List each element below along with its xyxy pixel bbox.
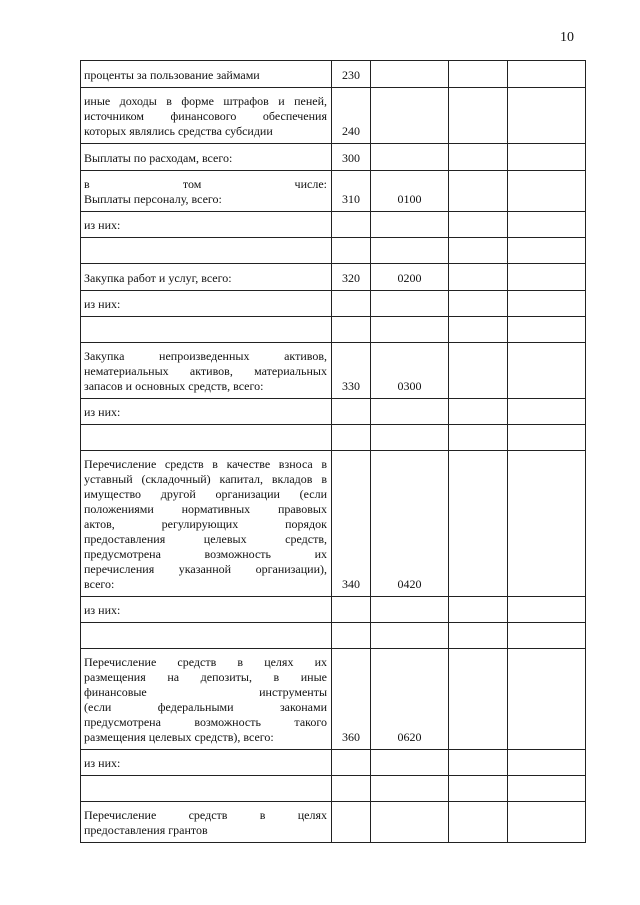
row-code-text (332, 312, 370, 316)
row-name-line: (если федеральными законами (84, 700, 327, 714)
row-value-cell (508, 238, 586, 264)
row-code-text (332, 771, 370, 775)
row-kosgu-text (371, 838, 448, 842)
row-name-text (81, 641, 331, 648)
row-kosgu-cell (371, 750, 449, 776)
table-row (81, 264, 586, 291)
row-kosgu-cell (371, 144, 449, 171)
row-value-cell (508, 212, 586, 238)
table-body (81, 61, 586, 843)
row-code-cell (332, 649, 371, 750)
row-name-line: имущество другой организации (если (84, 487, 327, 501)
row-value-cell (449, 623, 508, 649)
row-code-text (332, 259, 370, 263)
row-kosgu-text (371, 312, 448, 316)
row-kosgu-cell (371, 802, 449, 843)
row-name-line: финансовые инструменты (84, 685, 327, 699)
row-value-cell (508, 343, 586, 399)
row-name-line: в том числе: (84, 177, 327, 191)
table-row (81, 750, 586, 776)
table-row (81, 317, 586, 343)
row-value-cell (508, 802, 586, 843)
row-name-cell (81, 238, 332, 264)
row-name-line: положениями нормативных правовых (84, 502, 327, 516)
row-name-line: всего: (84, 577, 115, 591)
row-name-cell (81, 425, 332, 451)
row-name-text (81, 294, 331, 316)
row-value-cell (508, 171, 586, 212)
row-name-line: размещения целевых средств), всего: (84, 730, 274, 744)
row-name-cell (81, 171, 332, 212)
row-name-cell (81, 88, 332, 144)
row-kosgu-text (371, 420, 448, 424)
row-name-line: Закупка работ и услуг, всего: (84, 271, 232, 285)
row-code-text (332, 446, 370, 450)
row-kosgu-text (371, 618, 448, 622)
row-name-line: размещения на депозиты, в иные (84, 670, 327, 684)
row-value-cell (508, 291, 586, 317)
table-row (81, 597, 586, 623)
row-value-cell (508, 61, 586, 88)
row-name-cell (81, 144, 332, 171)
row-name-line: из них: (84, 218, 121, 232)
row-name-text (81, 443, 331, 450)
row-code-text: 240 (342, 124, 360, 138)
row-name-text (81, 65, 331, 87)
row-code-text: 230 (342, 68, 360, 82)
row-kosgu-cell (371, 399, 449, 425)
row-name-line: предоставления целевых средств, (84, 532, 327, 546)
row-kosgu-text (371, 644, 448, 648)
row-name-line: запасов и основных средств, всего: (84, 379, 264, 393)
table-row (81, 776, 586, 802)
row-value-cell (508, 649, 586, 750)
row-name-cell (81, 750, 332, 776)
row-value-cell (449, 776, 508, 802)
table-row (81, 61, 586, 88)
row-kosgu-text (371, 446, 448, 450)
row-name-line: предоставления грантов (84, 823, 208, 837)
row-kosgu-cell (371, 291, 449, 317)
table-row (81, 144, 586, 171)
row-kosgu-text (371, 259, 448, 263)
row-code-cell (332, 144, 371, 171)
row-value-cell (508, 451, 586, 597)
row-name-line: предусмотрена возможность их (84, 547, 327, 561)
row-value-cell (508, 623, 586, 649)
row-value-cell (449, 238, 508, 264)
row-code-cell (332, 171, 371, 212)
row-code-cell (332, 343, 371, 399)
row-value-cell (508, 597, 586, 623)
row-kosgu-text: 0620 (397, 730, 422, 744)
table-row (81, 171, 586, 212)
row-name-line: из них: (84, 756, 121, 770)
row-name-text (81, 256, 331, 263)
row-name-line: Перечисление средств в целях их (84, 655, 327, 669)
row-name-line: предусмотрена возможность такого (84, 715, 327, 729)
row-value-cell (449, 61, 508, 88)
table-row (81, 88, 586, 144)
row-name-line: нематериальных активов, материальных (84, 364, 327, 378)
row-code-text (332, 618, 370, 622)
row-kosgu-text: 0420 (397, 577, 422, 591)
row-value-cell (449, 144, 508, 171)
row-code-text (332, 838, 370, 842)
row-kosgu-text (371, 338, 448, 342)
row-value-cell (508, 776, 586, 802)
row-code-cell (332, 802, 371, 843)
row-name-line: Выплаты по расходам, всего: (84, 151, 233, 165)
row-kosgu-text (371, 166, 448, 170)
row-name-text (81, 148, 331, 170)
row-code-cell (332, 88, 371, 144)
row-code-cell (332, 317, 371, 343)
row-name-line: иные доходы в форме штрафов и пеней, (84, 94, 327, 108)
table-row (81, 425, 586, 451)
table-row (81, 802, 586, 843)
row-kosgu-cell (371, 343, 449, 399)
row-value-cell (449, 451, 508, 597)
row-code-cell (332, 425, 371, 451)
page-number: 10 (560, 30, 574, 45)
row-code-cell (332, 291, 371, 317)
row-kosgu-cell (371, 88, 449, 144)
row-code-text (332, 644, 370, 648)
row-value-cell (449, 264, 508, 291)
row-kosgu-cell (371, 425, 449, 451)
row-code-cell (332, 623, 371, 649)
row-name-cell (81, 776, 332, 802)
row-code-text (332, 233, 370, 237)
row-name-text (81, 402, 331, 424)
row-code-text: 320 (342, 271, 360, 285)
row-kosgu-cell (371, 171, 449, 212)
row-value-cell (449, 802, 508, 843)
row-name-text (81, 805, 331, 842)
table-row (81, 238, 586, 264)
row-code-cell (332, 238, 371, 264)
row-kosgu-text: 0200 (397, 271, 422, 285)
row-name-cell (81, 264, 332, 291)
row-name-line: которых являлись средства субсидии (84, 124, 273, 138)
row-kosgu-cell (371, 649, 449, 750)
row-kosgu-text (371, 139, 448, 143)
row-value-cell (449, 88, 508, 144)
row-value-cell (449, 750, 508, 776)
row-value-cell (449, 343, 508, 399)
row-value-cell (508, 264, 586, 291)
row-value-cell (449, 212, 508, 238)
row-kosgu-cell (371, 776, 449, 802)
row-name-line: из них: (84, 405, 121, 419)
row-name-text (81, 215, 331, 237)
row-name-cell (81, 649, 332, 750)
row-kosgu-cell (371, 597, 449, 623)
row-kosgu-text (371, 233, 448, 237)
row-code-cell (332, 750, 371, 776)
row-name-cell (81, 212, 332, 238)
row-kosgu-cell (371, 317, 449, 343)
row-code-text: 300 (342, 151, 360, 165)
row-name-text (81, 268, 331, 290)
row-code-text: 340 (342, 577, 360, 591)
row-value-cell (508, 399, 586, 425)
row-name-line: уставный (складочный) капитал, вкладов в (84, 472, 327, 486)
row-kosgu-cell (371, 238, 449, 264)
row-code-cell (332, 776, 371, 802)
row-kosgu-text (371, 797, 448, 801)
row-name-cell (81, 343, 332, 399)
row-name-text (81, 652, 331, 749)
financial-plan-table (80, 60, 586, 843)
row-code-text: 310 (342, 192, 360, 206)
row-code-text (332, 797, 370, 801)
row-kosgu-cell (371, 264, 449, 291)
row-name-line: Перечисление средств в качестве взноса в (84, 457, 327, 471)
row-kosgu-text (371, 771, 448, 775)
row-code-text (332, 420, 370, 424)
row-name-text (81, 174, 331, 211)
row-code-cell (332, 61, 371, 88)
row-value-cell (449, 425, 508, 451)
row-name-line: перечисления указанной организации), (84, 562, 327, 576)
row-name-text (81, 335, 331, 342)
row-name-cell (81, 61, 332, 88)
row-name-cell (81, 802, 332, 843)
row-name-line: источником финансового обеспечения (84, 109, 327, 123)
table-row (81, 291, 586, 317)
row-value-cell (449, 317, 508, 343)
table-row (81, 451, 586, 597)
row-name-text (81, 91, 331, 143)
row-kosgu-cell (371, 212, 449, 238)
row-name-line: актов, регулирующих порядок (84, 517, 327, 531)
row-name-line: из них: (84, 603, 121, 617)
row-code-text (332, 338, 370, 342)
table-row (81, 623, 586, 649)
row-value-cell (508, 750, 586, 776)
row-name-cell (81, 451, 332, 597)
row-name-line: Перечисление средств в целях (84, 808, 327, 822)
row-name-text (81, 454, 331, 596)
row-value-cell (508, 425, 586, 451)
row-name-text (81, 794, 331, 801)
row-kosgu-text (371, 83, 448, 87)
row-code-cell (332, 264, 371, 291)
row-code-cell (332, 597, 371, 623)
row-value-cell (508, 317, 586, 343)
row-value-cell (449, 649, 508, 750)
row-kosgu-cell (371, 623, 449, 649)
table-row (81, 343, 586, 399)
row-name-line: Выплаты персоналу, всего: (84, 192, 222, 206)
row-name-cell (81, 317, 332, 343)
row-kosgu-cell (371, 451, 449, 597)
row-value-cell (449, 597, 508, 623)
table-row (81, 649, 586, 750)
row-code-text: 330 (342, 379, 360, 393)
row-value-cell (449, 291, 508, 317)
row-name-line: из них: (84, 297, 121, 311)
row-code-cell (332, 212, 371, 238)
row-value-cell (508, 144, 586, 171)
row-name-cell (81, 623, 332, 649)
row-kosgu-cell (371, 61, 449, 88)
row-kosgu-text: 0100 (397, 192, 422, 206)
row-code-cell (332, 451, 371, 597)
row-name-line: проценты за пользование займами (84, 68, 260, 82)
row-name-cell (81, 597, 332, 623)
row-name-text (81, 753, 331, 775)
row-name-line: Закупка непроизведенных активов, (84, 349, 327, 363)
row-name-text (81, 600, 331, 622)
row-code-cell (332, 399, 371, 425)
row-name-cell (81, 291, 332, 317)
table-row (81, 212, 586, 238)
row-value-cell (508, 88, 586, 144)
row-value-cell (449, 399, 508, 425)
row-name-text (81, 346, 331, 398)
row-name-cell (81, 399, 332, 425)
row-value-cell (449, 171, 508, 212)
row-kosgu-text: 0300 (397, 379, 422, 393)
row-code-text: 360 (342, 730, 360, 744)
table-row (81, 399, 586, 425)
